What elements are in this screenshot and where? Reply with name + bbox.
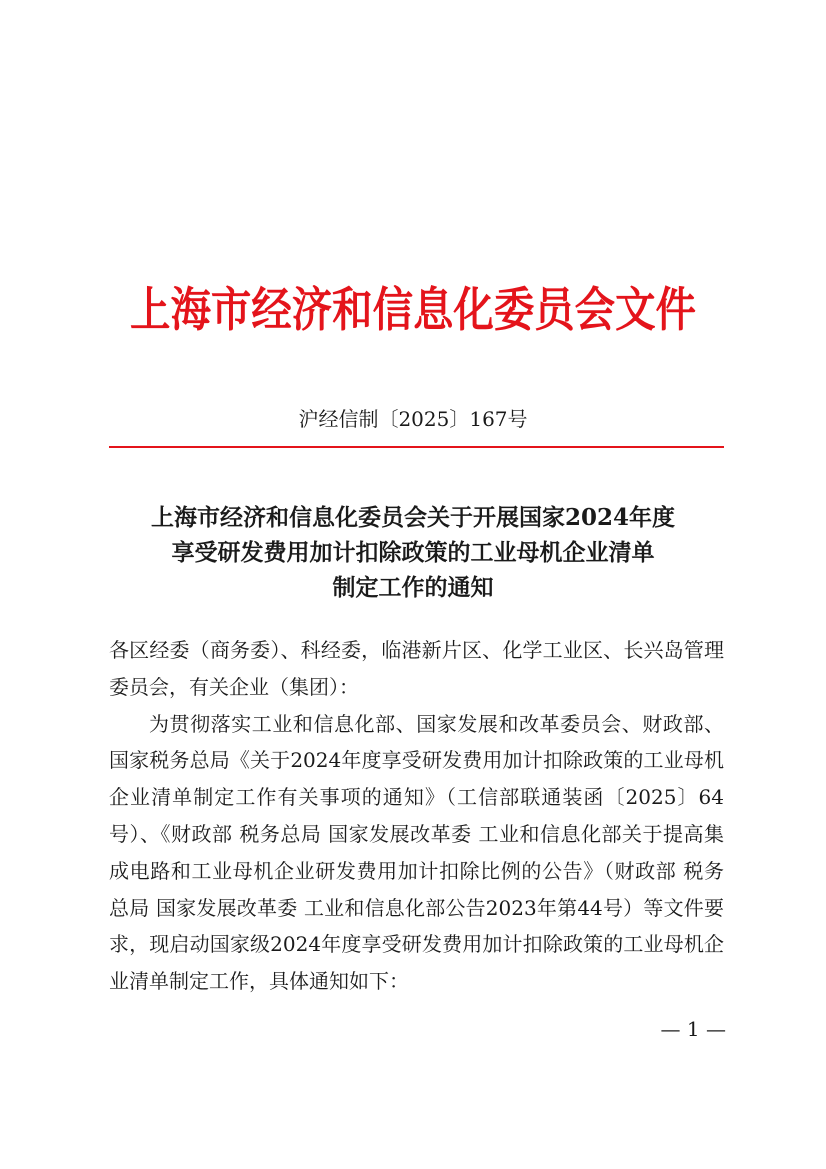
red-divider-line [109,446,724,448]
body-paragraph: 为贯彻落实工业和信息化部、国家发展和改革委员会、财政部、国家税务总局《关于2024年度享受研发费用加计扣除政策的工业母机企业清单制定工作有关事项的通知》（工信部联通装函〔2025〕64号）、《财政部 税务总局 国家发展改革委 工业和信息化部关于提高集成电路和工业母机企业研发费用加计扣除比例的公告》（财政部 税务总局 国家发展改革委 工业和信息化部公告2023年第44号）等文件要求，现启动国家级2024年度享受研发费用加计扣除政策的工业母机企业清单制定工作，具体通知如下： [109,711,724,994]
document-number: 沪经信制〔2025〕167号 [298,407,528,431]
title-line-2: 享受研发费用加计扣除政策的工业母机企业清单 [171,539,655,566]
title-line-1: 上海市经济和信息化委员会关于开展国家2024年度 [150,504,675,531]
page-number: — 1 — [660,1017,726,1041]
document-body [109,632,724,1000]
recipients-paragraph: 各区经委（商务委）、科经委，临港新片区、化学工业区、长兴岛管理委员会，有关企业（集团）： [109,638,724,699]
document-title [0,500,826,605]
document-masthead: 上海市经济和信息化委员会文件 [130,283,696,338]
title-line-3: 制定工作的通知 [332,574,494,601]
